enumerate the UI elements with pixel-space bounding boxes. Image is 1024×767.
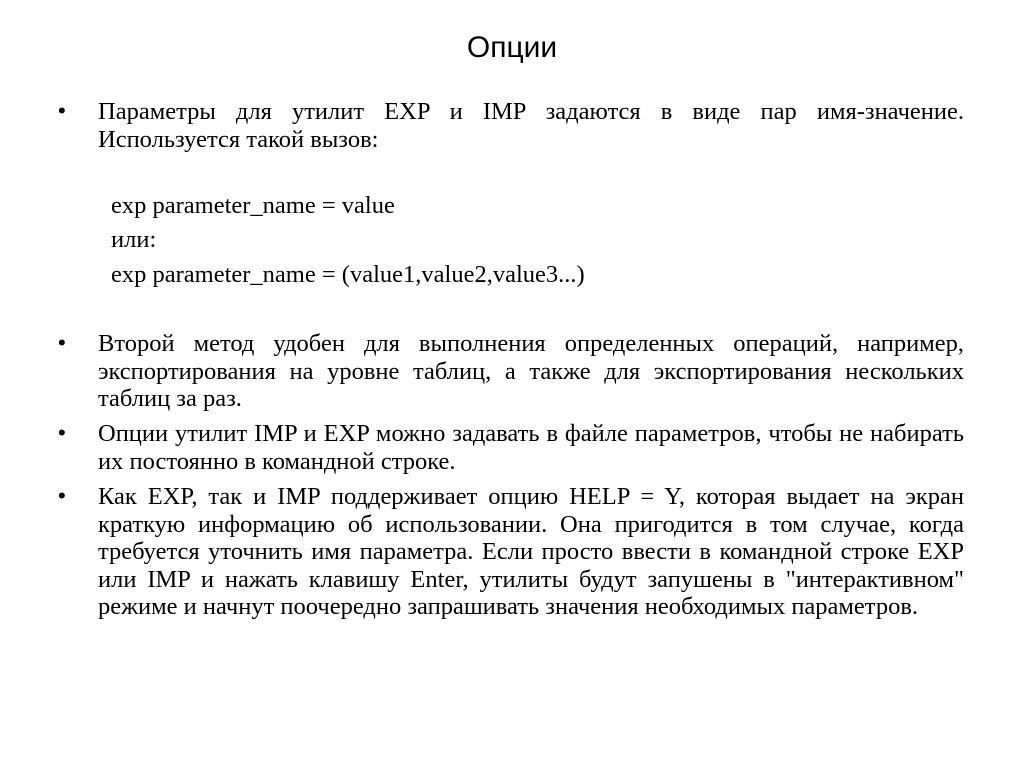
bullet-text-3: Опции утилит IMP и EXP можно задавать в файле параметров, чтобы не набирать их постоянно в командной строке. [98,420,964,475]
bullet-marker: • [58,330,66,355]
code-line-3: exp parameter_name = (value1,value2,value3...) [111,261,585,288]
bullet-marker: • [58,98,66,123]
code-line-2: или: [111,226,157,253]
code-line-1: exp parameter_name = value [111,192,395,219]
bullet-marker: • [58,420,66,445]
bullet-text-4: Как EXP, так и IMP поддерживает опцию HELP = Y, которая выдает на экран краткую информацию об использовании. Она пригодится в том случае, когда требуется уточнить имя параметра. Если просто ввести в командной строке EXP или IMP и нажать клавишу Enter, утилиты будут запушены в "интерактивном" режиме и начнут поочередно запрашивать значения необходимых параметров. [98,483,964,620]
bullet-text-1: Параметры для утилит EXP и IMP задаются в виде пар имя-значение. Используется такой вызов: [98,98,964,153]
bullet-text-2: Второй метод удобен для выполнения определенных операций, например, экспортирования на уровне таблиц, а также для экспортирования нескольких таблиц за раз. [98,330,964,412]
bullet-marker: • [58,483,66,508]
slide-title: Опции [466,31,558,64]
